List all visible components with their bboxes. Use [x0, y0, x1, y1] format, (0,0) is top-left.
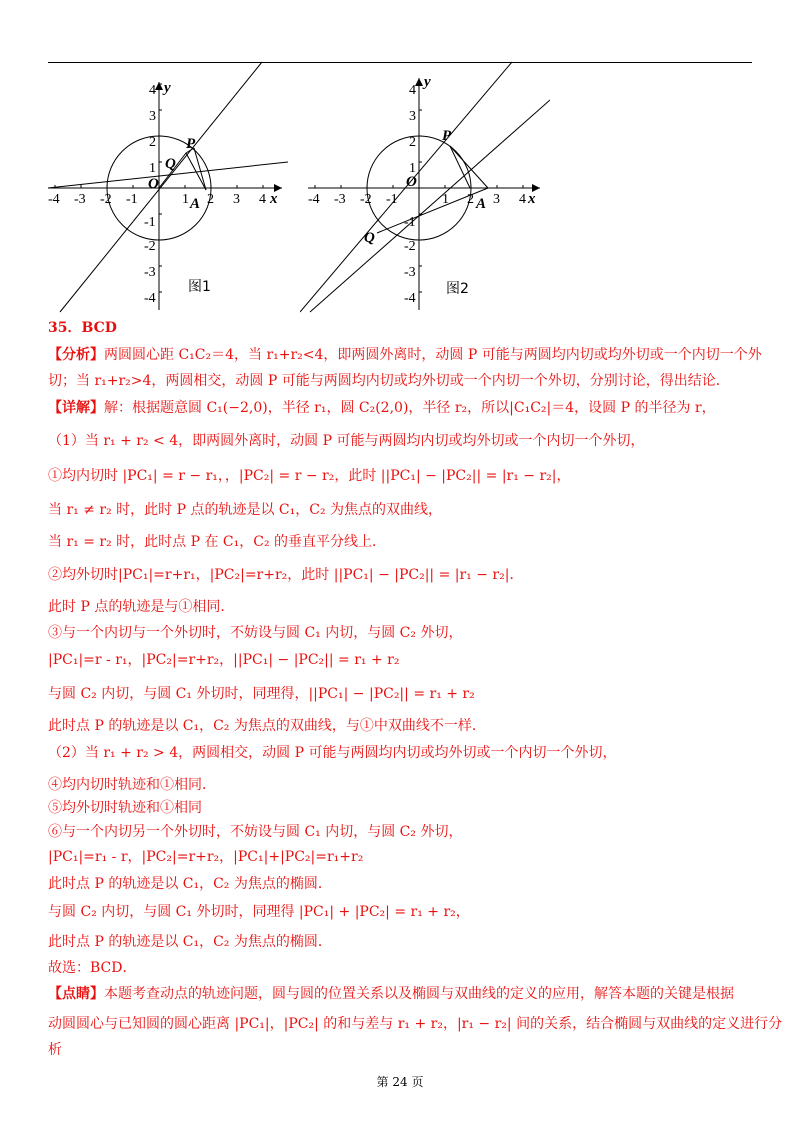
tick-y-neg1: -1 — [144, 215, 156, 230]
y-axis-arrow — [155, 82, 163, 90]
figure-2 — [300, 60, 550, 315]
case-1-e: 此时 P 点的轨迹是与①相同． — [48, 599, 235, 615]
choice-line: 故选：BCD． — [48, 960, 137, 976]
analysis-text-1: 两圆圆心距 C₁C₂＝4，当 r₁+r₂<4，即两圆外离时，动圆 P 可能与两圆均内切或均外切或一个内切一个外 — [104, 347, 762, 363]
tick-x-neg3: -3 — [74, 192, 86, 207]
y-axis-arrow — [415, 78, 423, 86]
tick-y-2: 2 — [409, 135, 416, 150]
tick-x-2: 2 — [467, 192, 474, 207]
tick-x-4: 4 — [519, 192, 526, 207]
detail-tag: 【详解】 — [48, 400, 104, 416]
line-through-p — [60, 62, 262, 312]
tick-x-neg1: -1 — [386, 192, 398, 207]
tick-x-neg2: -2 — [360, 192, 372, 207]
tick-y-neg3: -3 — [404, 265, 416, 280]
tick-y-3: 3 — [409, 109, 416, 124]
case-1-b: 当 r₁ ≠ r₂ 时，此时 P 点的轨迹是以 C₁，C₂ 为焦点的双曲线， — [48, 502, 443, 518]
detail-line-1 — [48, 398, 716, 418]
tick-y-1: 1 — [409, 161, 416, 176]
analysis-tag: 【分析】 — [48, 347, 104, 363]
case-2-f: 与圆 C₂ 内切，与圆 C₁ 外切时，同理得 |PC₁| + |PC₂| = r₁ + r₂， — [48, 904, 470, 920]
figure-1-graph — [40, 60, 300, 315]
case-2-d: |PC₁|=r₁ - r，|PC₂|=r+r₂，|PC₁|+|PC₂|=r₁+r₂ — [48, 849, 364, 865]
comment-text-1: 本题考查动点的轨迹问题，圆与圆的位置关系以及椭圆与双曲线的定义的应用，解答本题的关键是根据 — [104, 986, 734, 1002]
tick-x-1: 1 — [182, 192, 189, 207]
tick-x-4: 4 — [259, 192, 266, 207]
axis-x-label: x — [270, 191, 278, 207]
case-1-c: 当 r₁ = r₂ 时，此时点 P 在 C₁，C₂ 的垂直平分线上． — [48, 534, 387, 550]
problem-number: 35．BCD — [48, 320, 117, 336]
case-1: （1）当 r₁ + r₂ < 4，即两圆外离时，动圆 P 可能与两圆均内切或均外切或一个内切一个外切， — [48, 433, 645, 449]
comment-line-1 — [48, 984, 734, 1004]
case-1-g: |PC₁|=r - r₁，|PC₂|=r+r₂，||PC₁| − |PC₂|| = r₁ + r₂ — [48, 652, 400, 668]
case-2-b: ⑤均外切时轨迹和①相同 — [48, 800, 202, 816]
point-o-label: O — [148, 176, 159, 192]
case-2-c: ⑥与一个内切另一个外切时，不妨设与圆 C₁ 内切，与圆 C₂ 外切， — [48, 824, 463, 840]
figure-2-graph — [300, 60, 550, 315]
figure-1 — [40, 60, 300, 315]
tick-x-neg4: -4 — [48, 192, 60, 207]
tick-x-2: 2 — [207, 192, 214, 207]
point-q-label: Q — [364, 230, 375, 246]
tick-y-4: 4 — [409, 83, 416, 98]
line-shallow — [310, 100, 550, 312]
case-1-f: ③与一个内切与一个外切时，不妨设与圆 C₁ 内切，与圆 C₂ 外切， — [48, 625, 463, 641]
tick-x-neg3: -3 — [334, 192, 346, 207]
point-p-label: P — [442, 128, 452, 144]
figure-1-caption: 图1 — [188, 279, 211, 295]
point-o-label: O — [406, 174, 417, 190]
case-1-a: ①均内切时 |PC₁| = r − r₁，，|PC₂| = r − r₂，此时 ||PC₁| − |PC₂|| = |r₁ − r₂|， — [48, 468, 571, 484]
tick-y-neg1: -1 — [404, 215, 416, 230]
tick-x-neg4: -4 — [308, 192, 320, 207]
case-2-a: ④均内切时轨迹和①相同． — [48, 777, 216, 793]
tick-y-3: 3 — [149, 109, 156, 124]
point-q-label: Q — [165, 156, 176, 172]
case-2-e: 此时点 P 的轨迹是以 C₁，C₂ 为焦点的椭圆． — [48, 876, 332, 892]
case-1-i: 此时点 P 的轨迹是以 C₁，C₂ 为焦点的双曲线，与①中双曲线不一样． — [48, 718, 486, 734]
case-2-g: 此时点 P 的轨迹是以 C₁，C₂ 为焦点的椭圆． — [48, 934, 332, 950]
analysis-line-1 — [48, 345, 762, 365]
tick-y-neg4: -4 — [404, 291, 416, 306]
comment-line-3: 析 — [48, 1042, 62, 1058]
tick-x-1: 1 — [442, 192, 449, 207]
point-a-label: A — [476, 196, 487, 212]
tick-y-neg3: -3 — [144, 265, 156, 280]
tick-x-3: 3 — [493, 192, 500, 207]
axis-x-label: x — [528, 191, 536, 207]
tick-x-neg2: -2 — [100, 192, 112, 207]
page-number: 第 24 页 — [376, 1075, 424, 1089]
figure-2-caption: 图2 — [446, 281, 469, 297]
case-1-d: ②均外切时|PC₁|=r+r₁，|PC₂|=r+r₂，此时 ||PC₁| − |PC₂|| = |r₁ − r₂|． — [48, 567, 524, 583]
comment-line-2: 动圆圆心与已知圆的圆心距离 |PC₁|，|PC₂| 的和与差与 r₁ + r₂，|r₁ − r₂| 间的关系，结合椭圆与双曲线的定义进行分 — [48, 1016, 783, 1032]
detail-text-1: 解：根据题意圆 C₁(−2,0)，半径 r₁，圆 C₂(2,0)，半径 r₂，所以|C₁C₂|＝4，设圆 P 的半径为 r， — [104, 400, 716, 416]
axis-y-label: y — [424, 74, 431, 90]
tick-y-2: 2 — [149, 135, 156, 150]
case-1-h: 与圆 C₂ 内切，与圆 C₁ 外切时，同理得，||PC₁| − |PC₂|| = r₁ + r₂ — [48, 686, 475, 702]
point-a-label: A — [190, 196, 201, 212]
tick-x-3: 3 — [233, 192, 240, 207]
point-p-label: P — [186, 136, 196, 152]
tick-y-neg2: -2 — [404, 239, 416, 254]
tick-y-neg4: -4 — [144, 291, 156, 306]
analysis-line-2: 切；当 r₁+r₂>4，两圆相交，动圆 P 可能与两圆均内切或均外切或一个内切一个外切，分别讨论，得出结论． — [48, 373, 730, 389]
tick-y-1: 1 — [149, 161, 156, 176]
axis-y-label: y — [164, 80, 171, 96]
tick-x-neg1: -1 — [126, 192, 138, 207]
tick-y-neg2: -2 — [144, 239, 156, 254]
comment-tag: 【点睛】 — [48, 986, 104, 1002]
case-2: （2）当 r₁ + r₂ > 4，两圆相交，动圆 P 可能与两圆均内切或均外切或一个内切一个外切， — [48, 745, 617, 761]
tick-y-4: 4 — [149, 83, 156, 98]
